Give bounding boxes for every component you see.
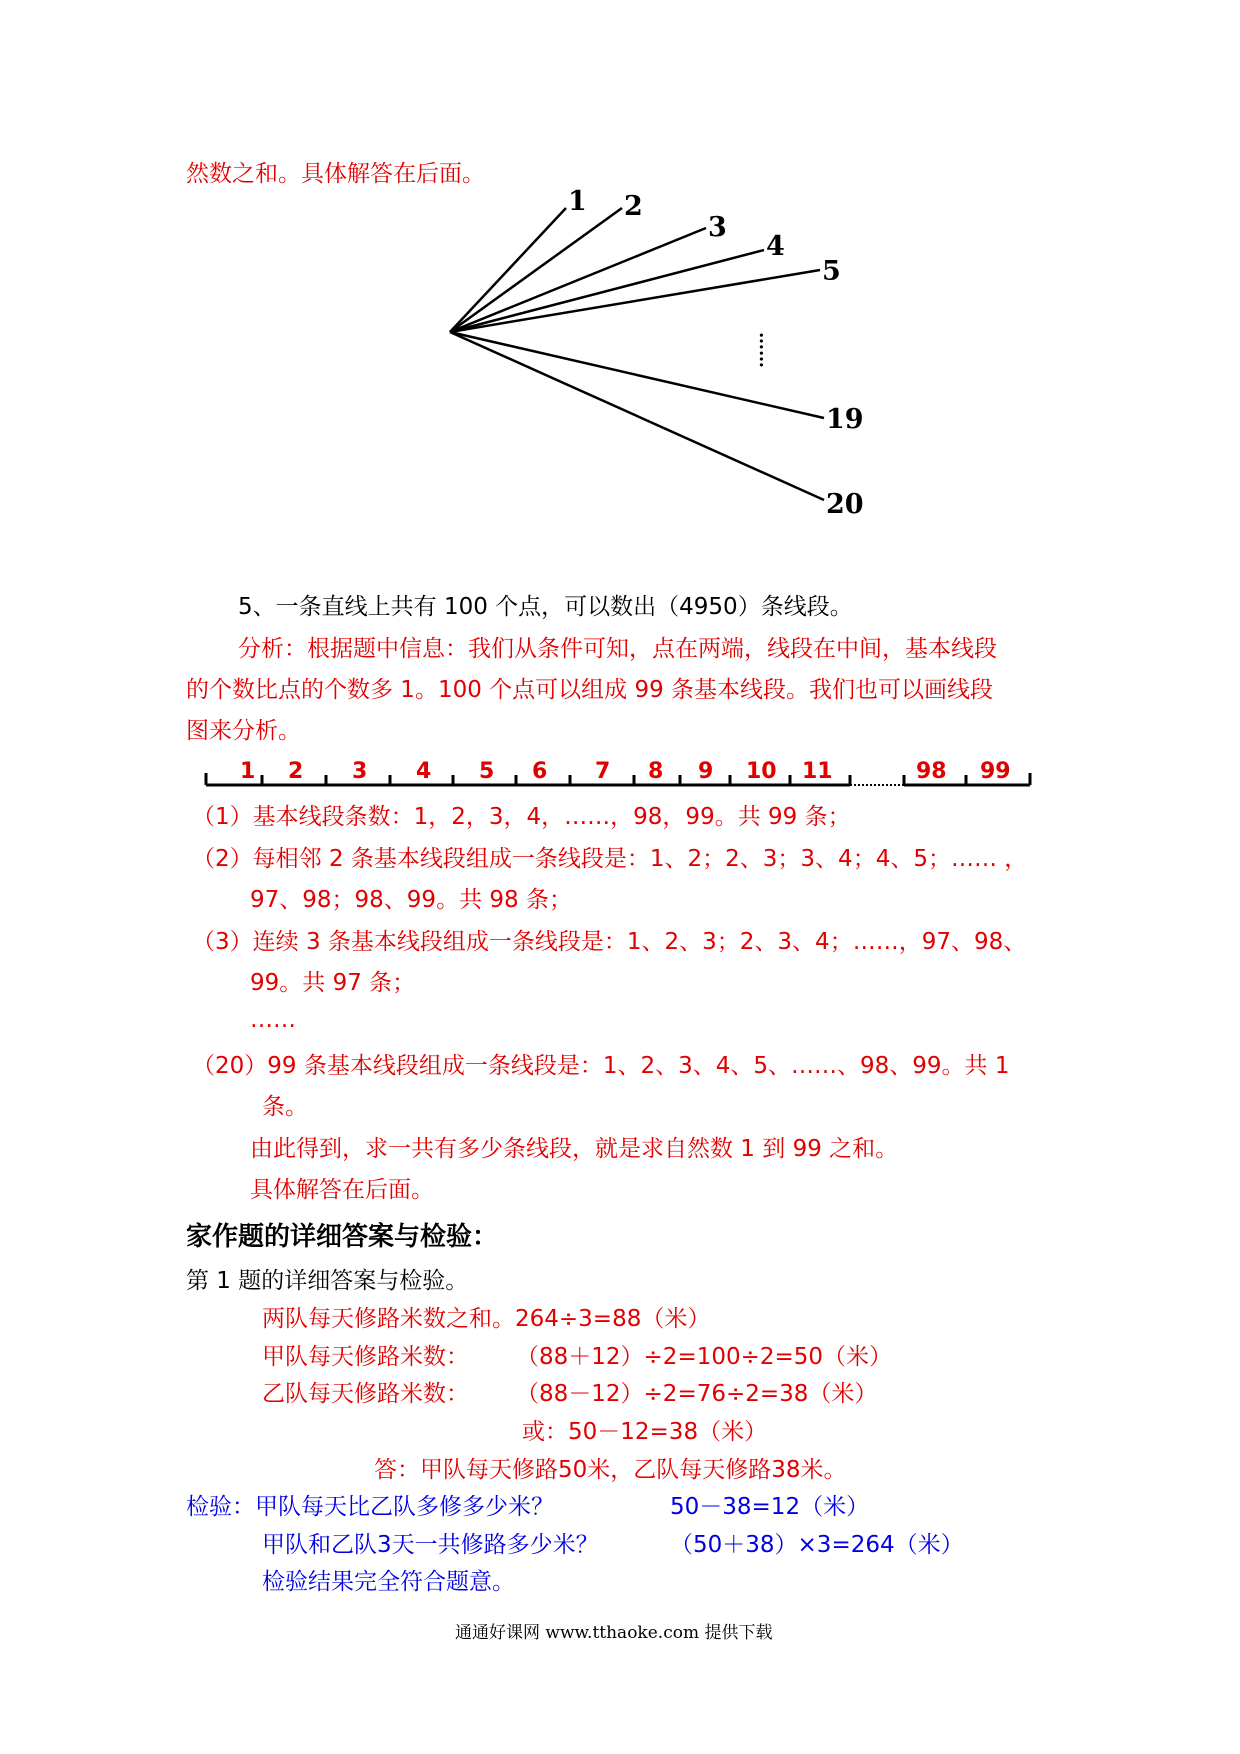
ray-2: [450, 208, 622, 332]
hw-line-3-expr: （88－12）÷2=76÷2=38（米）: [516, 1381, 878, 1407]
segment-label-4: 4: [416, 759, 432, 784]
hw-line-1: 两队每天修路米数之和。264÷3=88（米）: [262, 1306, 711, 1332]
ray-label-5: 5: [822, 256, 841, 287]
ray-label-20: 20: [826, 489, 864, 520]
segment-label-1: 1: [240, 759, 256, 784]
segment-label-2: 2: [288, 759, 304, 784]
ray-label-19: 19: [826, 404, 864, 435]
step-20b: 条。: [262, 1094, 308, 1120]
segment-label-8: 8: [648, 759, 664, 784]
hw-line-2-label: 甲队每天修路米数：: [262, 1344, 469, 1370]
ray-label-1: 1: [568, 186, 587, 217]
segment-label-6: 6: [532, 759, 548, 784]
step-3a: （3）连续 3 条基本线段组成一条线段是：1、2、3；2、3、4；……，97、98、: [192, 929, 1027, 955]
segment-label-5: 5: [479, 759, 495, 784]
segment-label-9: 9: [698, 759, 714, 784]
step-1: （1）基本线段条数：1，2，3，4，……，98，99。共 99 条；: [192, 804, 851, 830]
ray-3: [450, 228, 706, 332]
segment-label-3: 3: [352, 759, 368, 784]
check-3: 检验结果完全符合题意。: [262, 1569, 515, 1595]
check-2-expr: （50＋38）×3=264（米）: [670, 1532, 964, 1558]
check-2-label: 甲队和乙队3天一共修路多少米？: [262, 1532, 599, 1558]
step-2b: 97、98；98、99。共 98 条；: [250, 887, 572, 913]
step-3b: 99。共 97 条；: [250, 970, 416, 996]
segment-label-7: 7: [595, 759, 611, 784]
page-footer: 通通好课网 www.tthaoke.com 提供下载: [455, 1623, 773, 1643]
fan-ellipsis: ……: [755, 332, 776, 368]
hw-answer: 答：甲队每天修路50米，乙队每天修路38米。: [374, 1457, 847, 1483]
homework-heading: 家作题的详细答案与检验：: [186, 1222, 499, 1252]
segment-label-11: 11: [802, 759, 833, 784]
ray-5: [450, 270, 820, 332]
ray-label-3: 3: [708, 212, 727, 243]
ray-label-2: 2: [624, 191, 643, 222]
ray-1: [450, 208, 566, 332]
fan-diagram: [0, 0, 1240, 560]
ray-4: [450, 250, 764, 332]
check-1-label: 检验：甲队每天比乙队多修多少米？: [186, 1494, 554, 1520]
segment-label-99: 99: [980, 759, 1011, 784]
hw-line-2-expr: （88＋12）÷2=100÷2=50（米）: [516, 1344, 893, 1370]
hw-line-3-label: 乙队每天修路米数：: [262, 1381, 469, 1407]
step-20a: （20）99 条基本线段组成一条线段是：1、2、3、4、5、……、98、99。共 1: [192, 1053, 1010, 1079]
problem5-analysis-2: 的个数比点的个数多 1。100 个点可以组成 99 条基本线段。我们也可以画线段: [186, 677, 994, 703]
segment-diagram: [0, 740, 1240, 800]
step-dots: ……: [250, 1007, 296, 1033]
segment-label-10: 10: [746, 759, 777, 784]
problem5-question: 5、一条直线上共有 100 个点，可以数出（4950）条线段。: [238, 594, 853, 620]
conclusion: 由此得到，求一共有多少条线段，就是求自然数 1 到 99 之和。: [250, 1136, 899, 1162]
check-1-expr: 50－38=12（米）: [670, 1494, 870, 1520]
problem5-analysis-3: 图来分析。: [186, 718, 301, 744]
step-2a: （2）每相邻 2 条基本线段组成一条线段是：1、2；2、3；3、4；4、5；…… ，: [192, 846, 1028, 872]
top-line: 然数之和。具体解答在后面。: [186, 161, 485, 187]
q1-title: 第 1 题的详细答案与检验。: [186, 1268, 469, 1294]
detail-note: 具体解答在后面。: [250, 1177, 434, 1203]
segment-label-98: 98: [916, 759, 947, 784]
hw-line-4: 或：50－12=38（米）: [522, 1419, 768, 1445]
problem5-analysis-1: 分析：根据题中信息：我们从条件可知，点在两端，线段在中间，基本线段: [238, 636, 997, 662]
ray-label-4: 4: [766, 231, 785, 262]
